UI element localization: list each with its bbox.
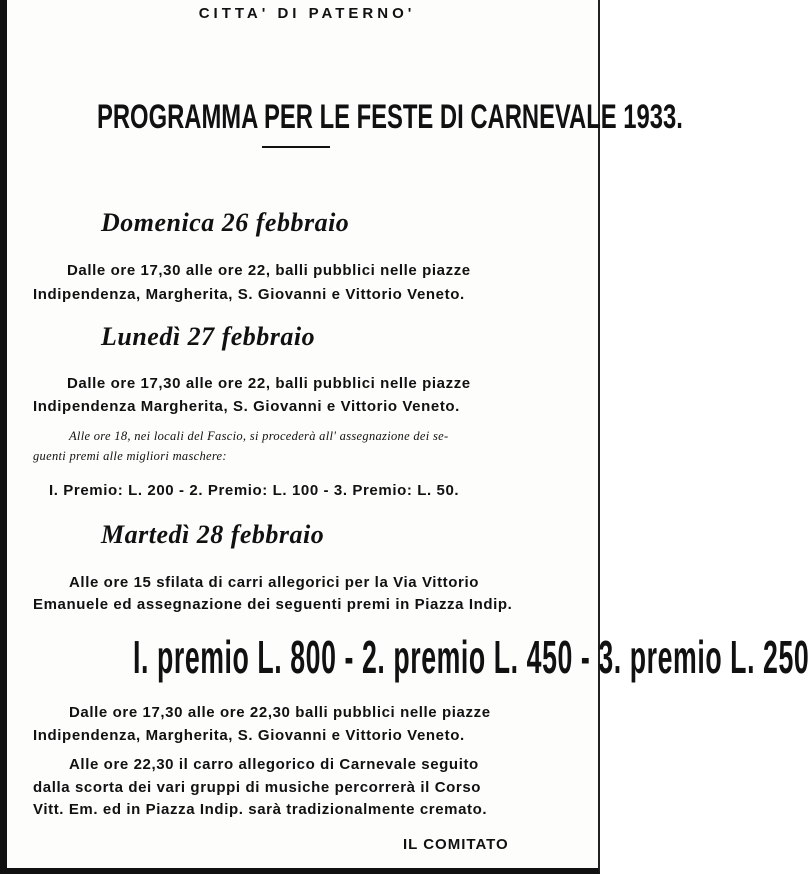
tuesday-line-5: Alle ore 22,30 il carro allegorico di Carnevale seguito xyxy=(69,756,479,773)
tuesday-line-7: Vitt. Em. ed in Piazza Indip. sarà tradizionalmente cremato. xyxy=(33,801,488,818)
monday-line-2: Indipendenza Margherita, S. Giovanni e Vittorio Veneto. xyxy=(33,398,460,415)
day-heading-tuesday: Martedì 28 febbraio xyxy=(101,520,325,549)
tuesday-line-3: Dalle ore 17,30 alle ore 22,30 balli pubblici nelle piazze xyxy=(69,704,491,721)
sunday-line-1: Dalle ore 17,30 alle ore 22, balli pubblici nelle piazze xyxy=(67,262,471,279)
monday-prizes: I. Premio: L. 200 - 2. Premio: L. 100 - 3. Premio: L. 50. xyxy=(49,482,460,499)
monday-note-1: Alle ore 18, nei locali del Fascio, si procederà all' assegnazione dei se- xyxy=(69,429,449,443)
signature: IL COMITATO xyxy=(403,836,509,853)
day-heading-monday: Lunedì 27 febbraio xyxy=(101,322,316,351)
monday-note-2: guenti premi alle migliori maschere: xyxy=(33,449,227,463)
tuesday-line-1: Alle ore 15 sfilata di carri allegorici per la Via Vittorio xyxy=(69,574,479,591)
day-heading-sunday: Domenica 26 febbraio xyxy=(101,208,350,237)
tuesday-line-2: Emanuele ed assegnazione dei seguenti premi in Piazza Indip. xyxy=(33,596,513,613)
tuesday-big-prizes: I. premio L. 800 - 2. premio L. 450 - 3. premio L. 250 xyxy=(133,631,809,683)
title-underline xyxy=(262,146,330,148)
tuesday-line-4: Indipendenza, Margherita, S. Giovanni e Vittorio Veneto. xyxy=(33,727,465,744)
tuesday-line-6: dalla scorta dei vari gruppi di musiche percorrerà il Corso xyxy=(33,779,482,796)
city-header: CITTA' DI PATERNO' xyxy=(198,5,416,22)
program-title: PROGRAMMA PER LE FESTE DI CARNEVALE 1933. xyxy=(97,98,683,136)
sunday-line-2: Indipendenza, Margherita, S. Giovanni e Vittorio Veneto. xyxy=(33,286,465,303)
monday-line-1: Dalle ore 17,30 alle ore 22, balli pubblici nelle piazze xyxy=(67,375,471,392)
